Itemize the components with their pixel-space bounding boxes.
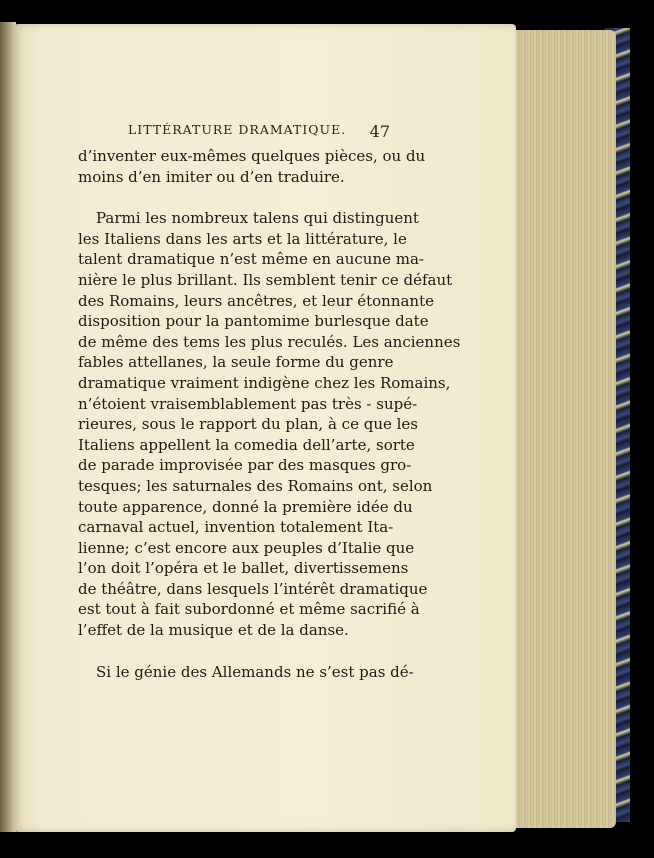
text-line: de même des tems les plus reculés. Les anciennes xyxy=(78,332,461,351)
running-title: LITTÉRATURE DRAMATIQUE. xyxy=(128,122,347,137)
text-line: l’on doit l’opéra et le ballet, divertissemens xyxy=(78,559,409,578)
text-line: est tout à fait subordonné et même sacrifié à xyxy=(78,600,420,619)
body-text xyxy=(78,146,461,682)
text-line: moins d’en imiter ou d’en traduire. xyxy=(78,167,345,186)
text-line: Parmi les nombreux talens qui distinguent xyxy=(96,209,419,228)
page-number: 47 xyxy=(369,122,390,141)
text-line: n’étoient vraisemblablement pas très - supé- xyxy=(78,394,418,413)
paragraph xyxy=(78,208,461,640)
text-line: nière le plus brillant. Ils semblent tenir ce défaut xyxy=(78,270,453,289)
text-line: d’inventer eux-mêmes quelques pièces, ou du xyxy=(78,147,426,165)
text-line: de parade improvisée par des masques gro- xyxy=(78,456,412,475)
text-line: toute apparence, donné la première idée du xyxy=(78,497,413,516)
text-line: rieures, sous le rapport du plan, à ce que les xyxy=(78,415,419,434)
paragraph-gap xyxy=(78,187,388,208)
paragraph xyxy=(78,146,426,187)
text-line: de théâtre, dans lesquels l’intérêt dramatique xyxy=(78,579,428,598)
text-line: Si le génie des Allemands ne s’est pas dé- xyxy=(96,662,414,681)
page-block-edges xyxy=(508,30,616,828)
text-line: l’effet de la musique et de la danse. xyxy=(78,621,349,640)
running-header xyxy=(128,122,390,141)
text-line: les Italiens dans les arts et la littérature, le xyxy=(78,229,407,248)
text-line: fables attellanes, la seule forme du genre xyxy=(78,353,394,372)
paragraph xyxy=(78,662,414,683)
text-line: Italiens appellent la comedia dell’arte, sorte xyxy=(78,435,415,454)
text-line: talent dramatique n’est même en aucune ma- xyxy=(78,250,424,269)
text-line: carnaval actuel, invention totalement Ita- xyxy=(78,518,394,537)
text-line: lienne; c’est encore aux peuples d’Italie que xyxy=(78,538,415,557)
paragraph-gap xyxy=(78,641,388,662)
text-line: disposition pour la pantomime burlesque date xyxy=(78,312,429,331)
text-line: dramatique vraiment indigène chez les Romains, xyxy=(78,373,451,392)
text-line: des Romains, leurs ancêtres, et leur étonnante xyxy=(78,291,435,310)
text-line: tesques; les saturnales des Romains ont, selon xyxy=(78,476,433,495)
